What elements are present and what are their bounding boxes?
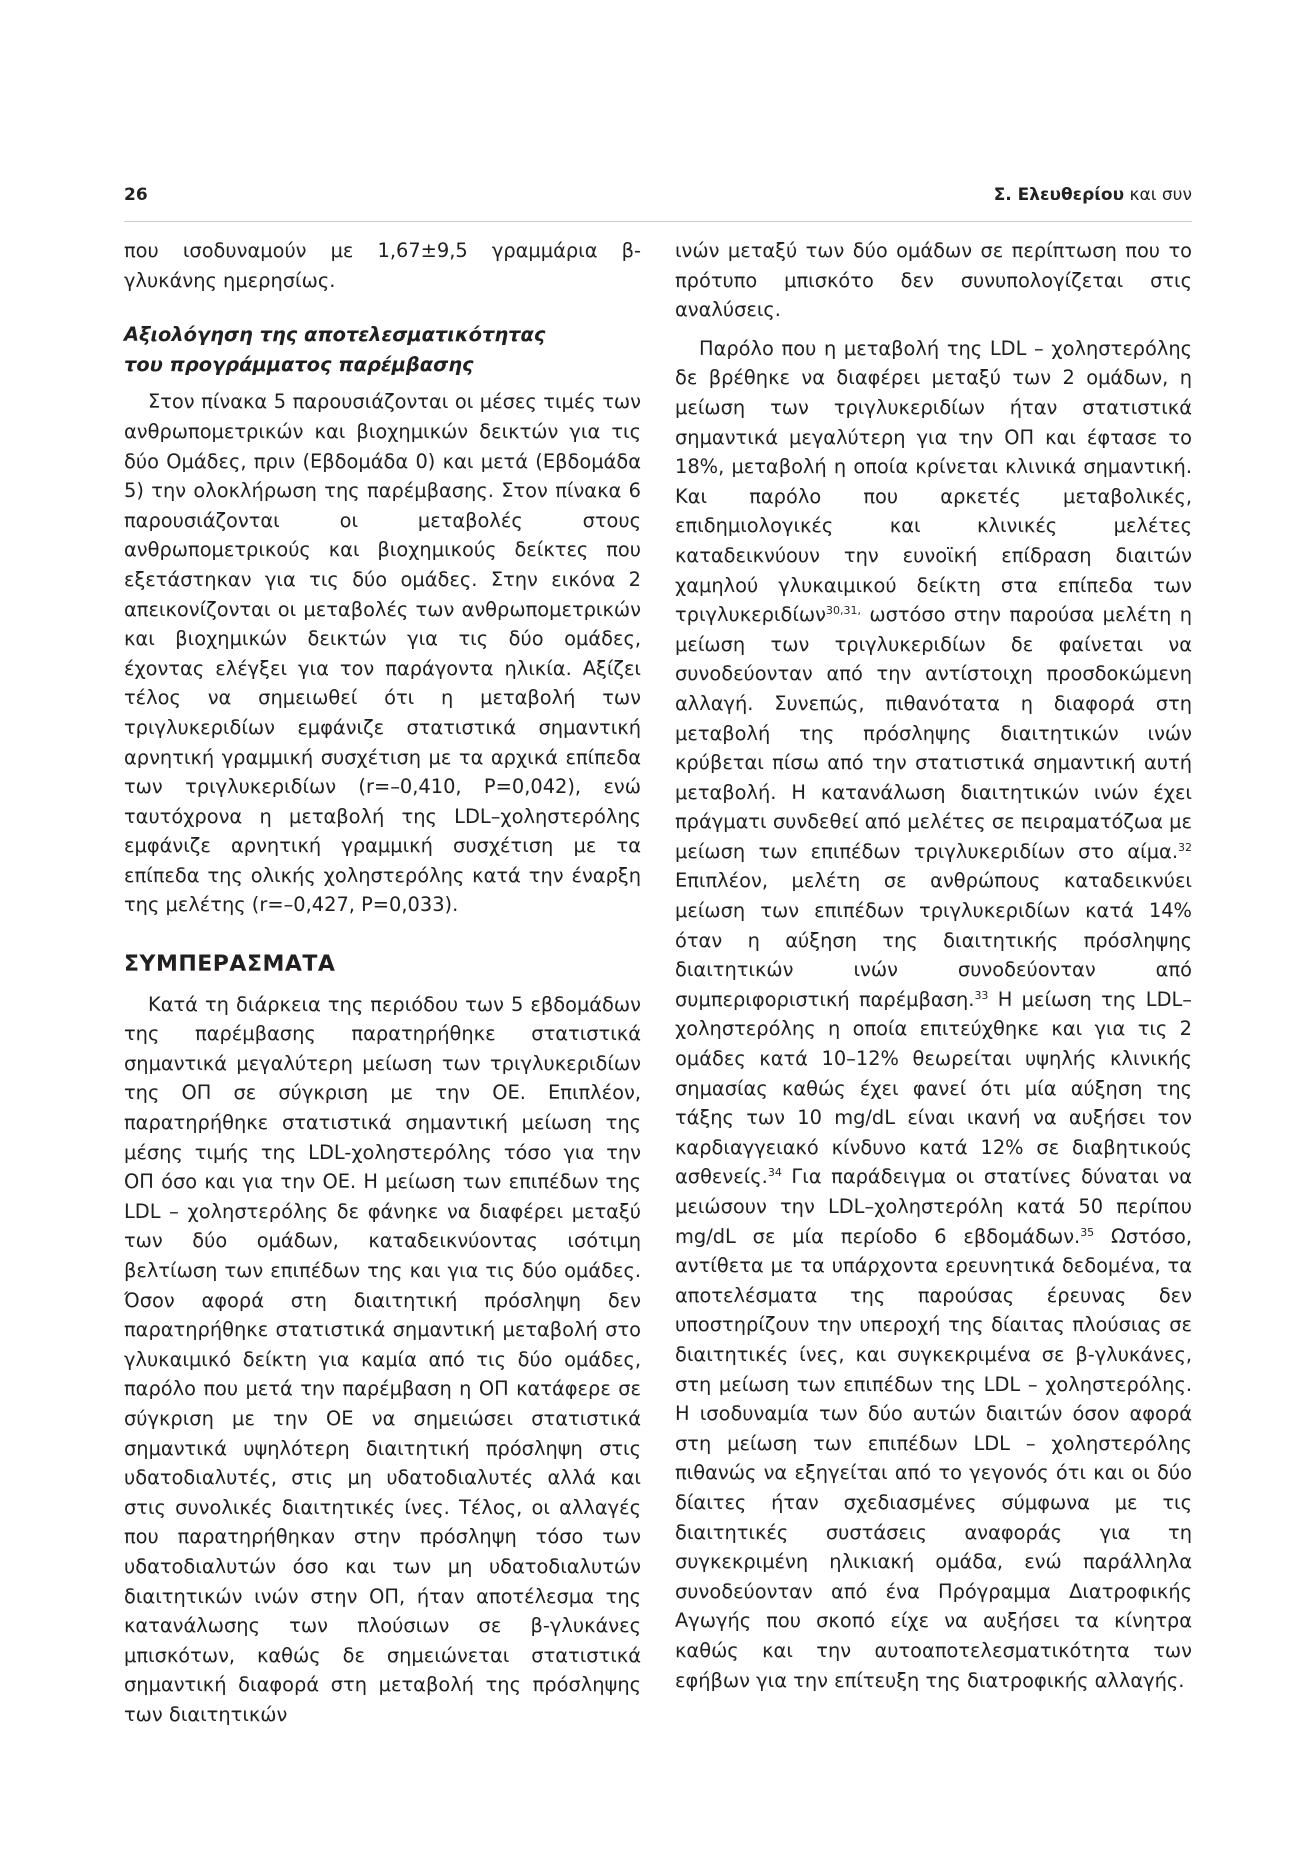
subsection-heading-line1: Αξιολόγηση της αποτελεσματικότητας	[124, 323, 546, 347]
text-segment: Για παράδειγμα οι στατίνες δύναται να μειώσουν την LDL–χοληστερόλη κατά 50 περίπου mg/dL σε μία περίοδο 6 εβδομάδων.	[675, 1165, 1192, 1248]
paragraph-discussion	[675, 334, 1192, 1695]
text-segment: Ωστόσο, αντίθετα με τα υπάρχοντα ερευνητικά δεδομένα, τα αποτελέσματα της παρούσας έρευνας δεν υποστηρίζουν την υπεροχή της δίαιτας πλούσιας σε διαιτητικές ίνες, και συγκεκριμένα σε β-γλυκάνες, στη μείωση των επιπέδων της LDL – χοληστερόλης. Η ισοδυναμία των δύο αυτών διαιτών όσον αφορά στη μείωση των επιπέδων LDL – χοληστερόλης πιθανώς να εξηγείται από το γεγονός ότι και οι δύο δίαιτες ήταν σχεδιασμένες σύμφωνα με τις διαιτητικές συστάσεις αναφοράς για τη συγκεκριμένη ηλικιακή ομάδα, ενώ παράλληλα συνοδεύονταν από ένα Πρόγραμμα Διατροφικής Αγωγής που σκοπό είχε να αυξήσει τα κίνητρα καθώς και την αυτοαποτελεσματικότητα των εφήβων για την επίτευξη της διατροφικής αλλαγής.	[675, 1224, 1192, 1692]
paragraph-results: Στον πίνακα 5 παρουσιάζονται οι μέσες τιμές των ανθρωπομετρικών και βιοχημικών δεικτών για τις δύο Ομάδες, πριν (Εβδομάδα 0) και μετά (Εβδομάδα 5) την ολοκλήρωση της παρέμβασης. Στον πίνακα 6 παρουσιάζονται οι μεταβολές στους ανθρωπομετρικούς και βιοχημικούς δείκτες που εξετάστηκαν για τις δύο ομάδες. Στην εικόνα 2 απεικονίζονται οι μεταβολές των ανθρωπομετρικών και βιοχημικών δεικτών για τις δύο ομάδες, έχοντας ελέγξει για τον παράγοντα ηλικία. Αξίζει τέλος να σημειωθεί ότι η μεταβολή των τριγλυκεριδίων εμφάνιζε στατιστικά σημαντική αρνητική γραμμική συσχέτιση με τα αρχικά επίπεδα των τριγλυκεριδίων (r=–0,410, P=0,042), ενώ ταυτόχρονα η μεταβολή της LDL–χοληστερόλης εμφάνιζε αρνητική γραμμική συσχέτιση με τα επίπεδα της ολικής χοληστερόλης κατά την έναρξη της μελέτης (r=–0,427, P=0,033).	[124, 390, 641, 917]
text-segment: Η μείωση της LDL–χοληστερόλης η οποία επιτεύχθηκε και για τις 2 ομάδες κατά 10–12% θεωρείται υψηλής κλινικής σημασίας καθώς έχει φανεί ότι μία αύξηση της τάξης των 10 mg/dL είναι ικανή να αυξήσει τον καρδιαγγειακό κίνδυνο κατά 12% σε διαβητικούς ασθενείς.	[675, 987, 1192, 1189]
reference-superscript: 35	[1080, 1225, 1095, 1239]
running-header	[124, 185, 1192, 215]
paragraph-continuation-right: ινών μεταξύ των δύο ομάδων σε περίπτωση που το πρότυπο μπισκότο δεν συνυπολογίζεται στις αναλύσεις.	[675, 239, 1192, 322]
page-number: 26	[124, 185, 148, 205]
paragraph-conclusions: Κατά τη διάρκεια της περιόδου των 5 εβδομάδων της παρέμβασης παρατηρήθηκε στατιστικά σημαντικά μεγαλύτερη μείωση των τριγλυκεριδίων της ΟΠ σε σύγκριση με την ΟΕ. Επιπλέον, παρατηρήθηκε στατιστικά σημαντική μείωση της μέσης τιμής της LDL-χοληστερόλης τόσο για την ΟΠ όσο και για την ΟΕ. Η μείωση των επιπέδων της LDL – χοληστερόλης δε φάνηκε να διαφέρει μεταξύ των δύο ομάδων, καταδεικνύοντας ισότιμη βελτίωση των επιπέδων της και για τις δύο ομάδες. Όσον αφορά στη διαιτητική πρόσληψη δεν παρατηρήθηκε στατιστικά σημαντική μεταβολή στο γλυκαιμικό δείκτη για καμία από τις δύο ομάδες, παρόλο που μετά την παρέμβαση η ΟΠ κατάφερε σε σύγκριση με την ΟΕ να σημειώσει στατιστικά σημαντικά υψηλότερη διαιτητική πρόσληψη στις υδατοδιαλυτές, στις μη υδατοδιαλυτές αλλά και στις συνολικές διαιτητικές ίνες. Τέλος, οι αλλαγές που παρατηρήθηκαν στην πρόσληψη τόσο των υδατοδιαλυτών όσο και των μη υδατοδιαλυτών διαιτητικών ινών στην ΟΠ, ήταν αποτέλεσμα της κατανάλωσης των πλούσιων σε β-γλυκάνες μπισκότων, καθώς δε σημειώνεται στατιστικά σημαντική διαφορά στη μεταβολή της πρόσληψης των διαιτητικών	[124, 992, 641, 1726]
header-rule	[124, 221, 1192, 222]
subsection-heading	[124, 320, 641, 379]
reference-superscript: 34	[767, 1166, 782, 1180]
left-column	[124, 236, 641, 1730]
text-segment: ωστόσο στην παρούσα μελέτη η μείωση των τριγλυκεριδίων δε φαίνεται να συνοδεύονταν από την αντίστοιχη προσδοκώμενη αλλαγή. Συνεπώς, πιθανότατα η διαφορά στη μεταβολή της πρόσληψης διαιτητικών ινών κρύβεται πίσω από την στατιστικά σημαντική αυτή μεταβολή. Η κατανάλωση διαιτητικών ινών έχει πράγματι συνδεθεί από μελέτες σε πειραματόζωα με μείωση των επιπέδων τριγλυκεριδίων στο αίμα.	[675, 603, 1192, 863]
running-header-author	[994, 185, 1192, 205]
text-segment: Επιπλέον, μελέτη σε ανθρώπους καταδεικνύει μείωση των επιπέδων τριγλυκεριδίων κατά 14% όταν η αύξηση της διαιτητικής πρόσληψης διαιτητικών ινών συνοδεύονταν από συμπεριφοριστική παρέμβαση.	[675, 869, 1192, 1011]
right-column	[675, 236, 1192, 1695]
author-name: Σ. Ελευθερίου	[993, 185, 1125, 205]
text-segment: Παρόλο που η μεταβολή της LDL – χοληστερόλης δε βρέθηκε να διαφέρει μεταξύ των 2 ομάδων, η μείωση των τριγλυκεριδίων ήταν στατιστικά σημαντικά μεγαλύτερη για την ΟΠ και έφτασε το 18%, μεταβολή η οποία κρίνεται κλινικά σημαντική. Και παρόλο που αρκετές μεταβολικές, επιδημιολογικές και κλινικές μελέτες καταδεικνύουν την ευνοϊκή επίδραση διαιτών χαμηλού γλυκαιμικού δείκτη στα επίπεδα των τριγλυκεριδίων	[675, 336, 1192, 627]
reference-superscript: 32	[1178, 840, 1192, 854]
reference-superscript: 30,31,	[826, 604, 861, 618]
author-suffix: και συν	[1129, 185, 1192, 205]
section-heading-conclusions: ΣΥΜΠΕΡΑΣΜΑΤΑ	[124, 952, 336, 978]
subsection-heading-line2: του προγράμματος παρέμβασης	[124, 352, 474, 376]
paragraph-continuation: που ισοδυναμούν με 1,67±9,5 γραμμάρια β-γλυκάνης ημερησίως.	[124, 239, 641, 292]
reference-superscript: 33	[974, 988, 989, 1002]
